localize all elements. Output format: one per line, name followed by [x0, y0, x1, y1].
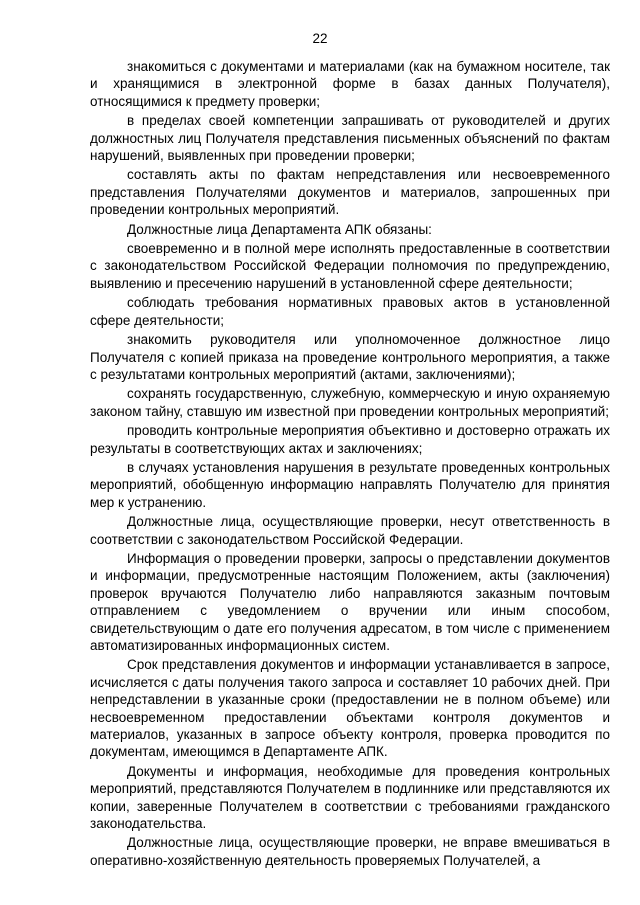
page-number: 22: [312, 31, 328, 46]
paragraph-9: проводить контрольные мероприятия объективно и достоверно отражать их результаты в соответствующих актах и заключениях;: [90, 423, 610, 456]
paragraph-10: в случаях установления нарушения в результате проведенных контрольных мероприятий, обобщенную информацию направлять Получателю для принятия мер к устранению.: [90, 459, 610, 510]
paragraph-12: Информация о проведении проверки, запросы о представлении документов и информации, предусмотренные настоящим Положением, акты (заключения) проверок вручаются Получателю либо направляются заказным почтовым отправлением с уведомлением о вручении или иным способом, свидетельствующим о дате его получения адресатом, в том числе с применением автоматизированных информационных систем.: [90, 550, 610, 653]
paragraph-7: знакомить руководителя или уполномоченное должностное лицо Получателя с копией приказа на проведение контрольного мероприятия, а также с результатами контрольных мероприятий (актами, заключениями);: [90, 332, 610, 382]
paragraph-3: составлять акты по фактам непредставления или несвоевременного представления Получателями документов и материалов, запрошенных при проведении контрольных мероприятий.: [90, 167, 610, 218]
paragraph-8: сохранять государственную, служебную, коммерческую и иную охраняемую законом тайну, ставшую им известной при проведении контрольных мероприятий;: [90, 386, 610, 419]
paragraph-5: своевременно и в полной мере исполнять предоставленные в соответствии с законодательством Российской Федерации полномочия по предупреждению, выявлению и пресечению нарушений в установленной сфере деятельности;: [90, 241, 610, 291]
paragraph-4: Должностные лица Департамента АПК обязаны:: [127, 221, 432, 237]
paragraph-11: Должностные лица, осуществляющие проверки, несут ответственность в соответствии с законодательством Российской Федерации.: [90, 514, 610, 547]
paragraph-2: в пределах своей компетенции запрашивать от руководителей и других должностных лиц Получателя представления письменных объяснений по фактам нарушений, выявленных при проведении проверки;: [90, 113, 610, 164]
paragraph-6: соблюдать требования нормативных правовых актов в установленной сфере деятельности;: [90, 295, 610, 328]
paragraph-13: Срок представления документов и информации устанавливается в запросе, исчисляется с даты получения такого запроса и составляет 10 рабочих дней. При непредставлении в указанные сроки (предоставлении не в полном объеме) или несвоевременном предоставлении объектами контроля документов и материалов, указанных в запросе объекту контроля, проверка проводится по документам, имеющимся в Департаменте АПК.: [90, 657, 610, 760]
paragraph-15: Должностные лица, осуществляющие проверки, не вправе вмешиваться в оперативно-хозяйственную деятельность проверяемых Получателей, а: [90, 835, 610, 868]
paragraph-1: знакомиться с документами и материалами (как на бумажном носителе, так и хранящимися в электронной форме в базах данных Получателя), относящимися к предмету проверки;: [90, 59, 610, 109]
document-body: [90, 58, 610, 871]
paragraph-14: Документы и информация, необходимые для проведения контрольных мероприятий, представляются Получателем в подлиннике или представляются их копии, заверенные Получателем в соответствии с требованиями гражданского законодательства.: [90, 763, 610, 832]
